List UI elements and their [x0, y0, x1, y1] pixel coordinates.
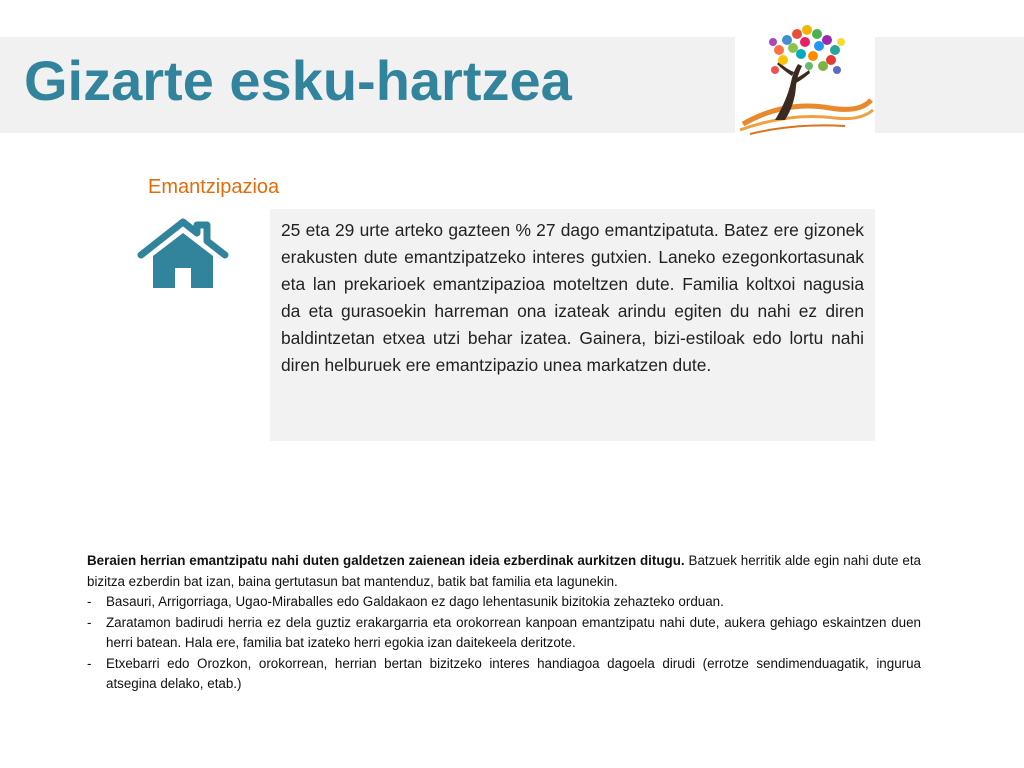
section-title: Emantzipazioa: [148, 176, 280, 198]
tree-of-hands-logo: [735, 20, 875, 138]
list-item: [87, 654, 921, 695]
bottom-lead-paragraph: [87, 551, 921, 592]
bottom-text-block: [87, 551, 921, 695]
list-item: [87, 592, 921, 613]
bottom-lead-bold: Beraien herrian emantzipatu nahi duten galdetzen zaienean ideia ezberdinak aurkitzen ditugu.: [87, 553, 685, 568]
bottom-lead-rest: Batzuek herritik alde egin nahi dute eta bizitza ezberdin bat izan, baina gertutasun bat mantenduz, batik bat familia eta lagunekin.: [87, 553, 922, 589]
bullet-list: [87, 592, 921, 695]
bullet-marker: -: [87, 594, 92, 609]
bullet-text: Basauri, Arrigorriaga, Ugao-Miraballes edo Galdakaon ez dago lehentasunik bizitokia zehazteko orduan.: [106, 594, 724, 609]
list-item: [87, 613, 921, 654]
page-title: Gizarte esku-hartzea: [24, 49, 572, 112]
home-icon: [137, 218, 229, 292]
info-box: [270, 209, 875, 441]
bullet-marker: -: [87, 655, 92, 671]
bullet-text: Etxebarri edo Orozkon, orokorrean, herrian bertan bizitzeko interes handiagoa dagoela dirudi (errotze sendimenduagatik, ingurua atsegina delako, etab.): [106, 655, 921, 691]
bullet-text: Zaratamon badirudi herria ez dela guztiz erakargarria eta orokorrean kanpoan emantzipatu nahi dute, aukera gehiago eskaintzen duen herri batean. Hala ere, familia bat izateko herri egokia izan daitekeela deritzote.: [106, 614, 921, 650]
info-box-text: 25 eta 29 urte arteko gazteen % 27 dago emantzipatuta. Batez ere gizonek erakusten dute emantzipatzeko interes gutxien. Laneko ezegonkortasunak eta lan prekarioek emantzipazioa moteltzen dute. Familia koltxoi nagusia da eta gurasoekin harreman ona izateak arindu egiten du nahi ez diren baldintzetan etxea utzi behar izatea. Gainera, bizi-estiloak edo lortu nahi diren helburuek ere emantzipazio unea markatzen dute.: [281, 220, 864, 375]
bullet-marker: -: [87, 614, 92, 630]
